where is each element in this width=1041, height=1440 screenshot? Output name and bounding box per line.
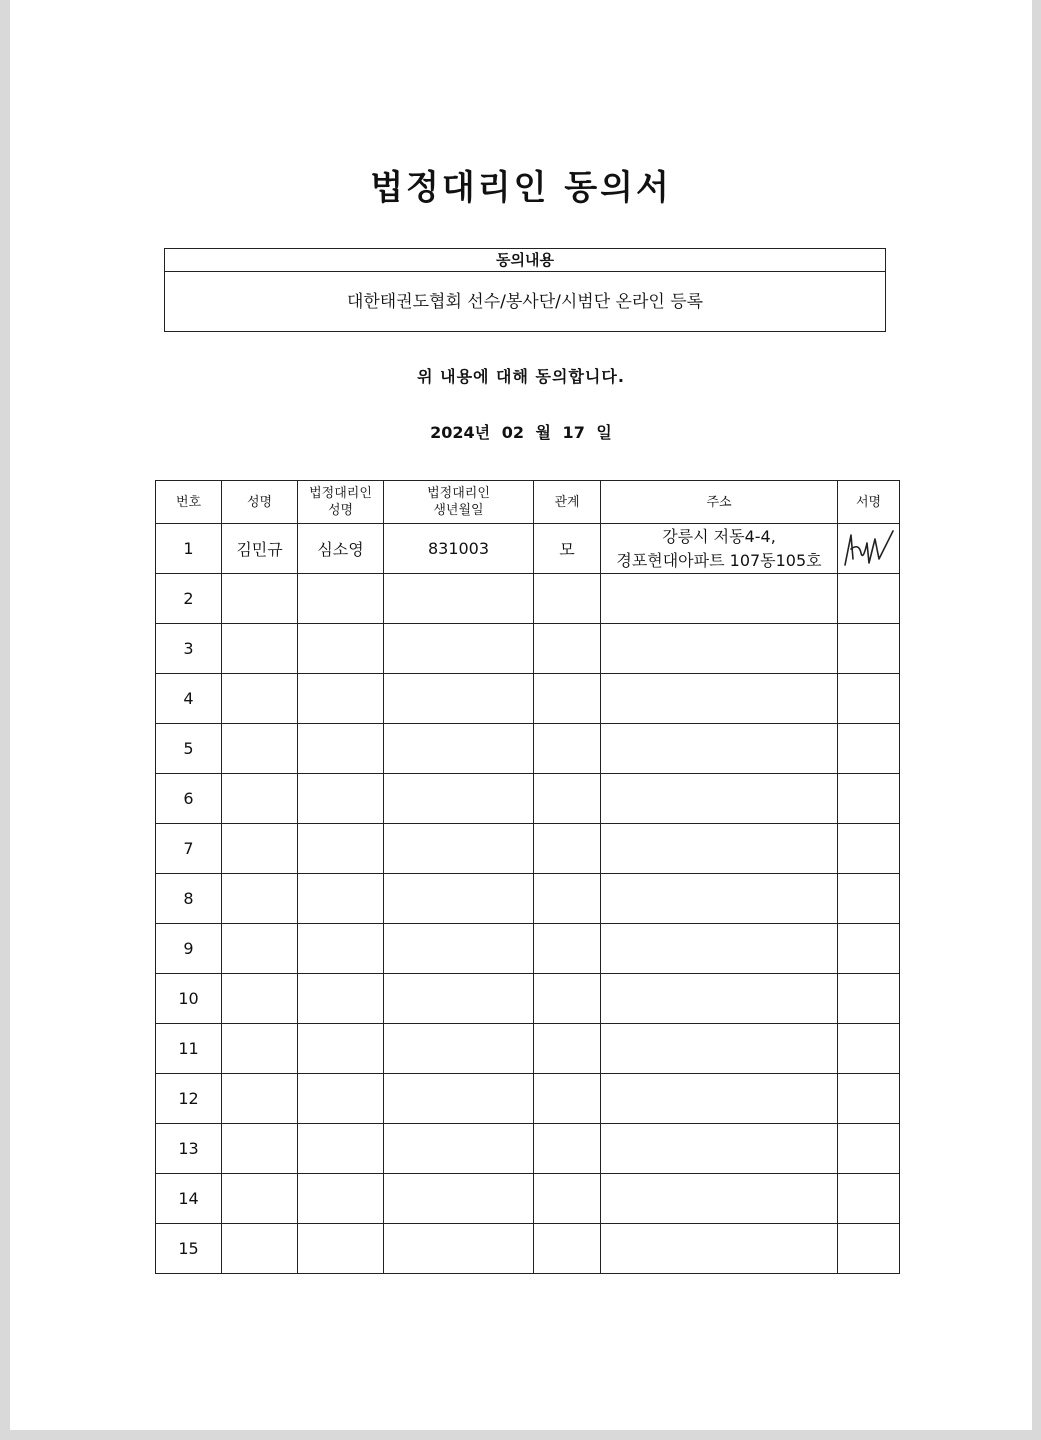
cell-relation <box>534 674 601 724</box>
table-row <box>156 674 900 724</box>
cell-guardian-name <box>298 624 384 674</box>
cell-birth <box>384 1224 534 1274</box>
cell-address <box>601 674 838 724</box>
cell-address <box>601 574 838 624</box>
table-row <box>156 1124 900 1174</box>
cell-guardian-name <box>298 974 384 1024</box>
cell-no: 10 <box>156 974 222 1024</box>
cell-name <box>222 974 298 1024</box>
cell-signature <box>838 724 900 774</box>
header-relation: 관계 <box>534 481 601 524</box>
cell-relation <box>534 924 601 974</box>
cell-birth <box>384 624 534 674</box>
cell-name <box>222 824 298 874</box>
cell-no: 11 <box>156 1024 222 1074</box>
cell-guardian-name <box>298 1124 384 1174</box>
cell-address <box>601 974 838 1024</box>
cell-relation <box>534 874 601 924</box>
table-row <box>156 1174 900 1224</box>
cell-guardian-name <box>298 1174 384 1224</box>
consent-box <box>164 248 886 332</box>
header-guardian-birth <box>384 481 534 524</box>
cell-signature <box>838 1174 900 1224</box>
cell-no: 13 <box>156 1124 222 1174</box>
cell-birth <box>384 674 534 724</box>
cell-birth <box>384 1174 534 1224</box>
cell-birth <box>384 974 534 1024</box>
cell-signature <box>838 774 900 824</box>
cell-relation <box>534 724 601 774</box>
cell-signature <box>838 824 900 874</box>
table-row <box>156 974 900 1024</box>
cell-address <box>601 624 838 674</box>
table-row <box>156 824 900 874</box>
address-line1: 강릉시 저동4-4, <box>662 526 776 546</box>
handwritten-signature <box>841 529 897 569</box>
cell-guardian-name: 심소영 <box>298 524 384 574</box>
cell-signature <box>838 1224 900 1274</box>
table-row <box>156 524 900 574</box>
cell-address <box>601 1074 838 1124</box>
table-row <box>156 574 900 624</box>
cell-address <box>601 724 838 774</box>
cell-name <box>222 1174 298 1224</box>
cell-no: 1 <box>156 524 222 574</box>
table-row <box>156 1224 900 1274</box>
cell-birth <box>384 724 534 774</box>
cell-address <box>601 1174 838 1224</box>
table-row <box>156 1024 900 1074</box>
page-title: 법정대리인 동의서 <box>370 168 672 208</box>
cell-name <box>222 1124 298 1174</box>
cell-signature <box>838 1124 900 1174</box>
cell-birth <box>384 924 534 974</box>
cell-name <box>222 874 298 924</box>
cell-birth: 831003 <box>384 524 534 574</box>
consent-header: 동의내용 <box>165 249 885 272</box>
cell-no: 14 <box>156 1174 222 1224</box>
cell-signature <box>838 924 900 974</box>
cell-name <box>222 774 298 824</box>
cell-signature <box>838 624 900 674</box>
cell-signature <box>838 574 900 624</box>
cell-name <box>222 674 298 724</box>
cell-signature <box>838 974 900 1024</box>
header-guardian-birth-line1: 법정대리인 <box>427 486 490 501</box>
table-row <box>156 624 900 674</box>
cell-relation: 모 <box>534 524 601 574</box>
cell-no: 8 <box>156 874 222 924</box>
cell-signature <box>838 874 900 924</box>
cell-name <box>222 574 298 624</box>
cell-address <box>601 774 838 824</box>
cell-no: 9 <box>156 924 222 974</box>
cell-name <box>222 1224 298 1274</box>
cell-address <box>601 1024 838 1074</box>
cell-guardian-name <box>298 674 384 724</box>
cell-address <box>601 1224 838 1274</box>
cell-address <box>601 824 838 874</box>
table-row <box>156 1074 900 1124</box>
cell-relation <box>534 624 601 674</box>
cell-relation <box>534 1124 601 1174</box>
cell-relation <box>534 824 601 874</box>
table-row <box>156 924 900 974</box>
cell-guardian-name <box>298 724 384 774</box>
cell-guardian-name <box>298 1024 384 1074</box>
signing-date: 2024년 02 월 17 일 <box>430 423 612 442</box>
cell-address <box>601 524 838 574</box>
header-guardian-name-line2: 성명 <box>327 503 354 518</box>
cell-birth <box>384 1074 534 1124</box>
cell-name <box>222 724 298 774</box>
header-guardian-birth-line2: 생년월일 <box>433 503 484 518</box>
header-guardian-name-line1: 법정대리인 <box>309 486 372 501</box>
cell-name <box>222 624 298 674</box>
guardian-table <box>155 480 900 1274</box>
consent-content: 대한태권도협회 선수/봉사단/시범단 온라인 등록 <box>346 292 704 312</box>
cell-name: 김민규 <box>222 524 298 574</box>
cell-no: 3 <box>156 624 222 674</box>
header-name: 성명 <box>222 481 298 524</box>
cell-guardian-name <box>298 824 384 874</box>
cell-guardian-name <box>298 874 384 924</box>
header-signature: 서명 <box>838 481 900 524</box>
table-body <box>156 524 900 1274</box>
cell-relation <box>534 774 601 824</box>
cell-relation <box>534 974 601 1024</box>
cell-address <box>601 874 838 924</box>
cell-name <box>222 1074 298 1124</box>
cell-no: 4 <box>156 674 222 724</box>
agreement-statement: 위 내용에 대해 동의합니다. <box>417 367 625 386</box>
cell-signature <box>838 674 900 724</box>
cell-relation <box>534 1224 601 1274</box>
address-line2: 경포현대아파트 107동105호 <box>616 550 822 570</box>
table-row <box>156 874 900 924</box>
cell-birth <box>384 774 534 824</box>
cell-guardian-name <box>298 1224 384 1274</box>
cell-guardian-name <box>298 574 384 624</box>
cell-signature <box>838 1074 900 1124</box>
cell-name <box>222 924 298 974</box>
table-header-row <box>156 481 900 524</box>
cell-birth <box>384 1024 534 1074</box>
cell-signature <box>838 524 900 574</box>
table-row <box>156 724 900 774</box>
cell-address <box>601 924 838 974</box>
cell-no: 6 <box>156 774 222 824</box>
header-no: 번호 <box>156 481 222 524</box>
cell-no: 7 <box>156 824 222 874</box>
cell-birth <box>384 1124 534 1174</box>
cell-address <box>601 1124 838 1174</box>
cell-no: 12 <box>156 1074 222 1124</box>
table-row <box>156 774 900 824</box>
cell-no: 15 <box>156 1224 222 1274</box>
cell-birth <box>384 874 534 924</box>
cell-relation <box>534 1024 601 1074</box>
cell-name <box>222 1024 298 1074</box>
cell-birth <box>384 824 534 874</box>
cell-guardian-name <box>298 1074 384 1124</box>
header-guardian-name <box>298 481 384 524</box>
header-address: 주소 <box>601 481 838 524</box>
cell-guardian-name <box>298 924 384 974</box>
cell-relation <box>534 574 601 624</box>
cell-no: 5 <box>156 724 222 774</box>
cell-relation <box>534 1174 601 1224</box>
cell-guardian-name <box>298 774 384 824</box>
cell-birth <box>384 574 534 624</box>
cell-relation <box>534 1074 601 1124</box>
cell-no: 2 <box>156 574 222 624</box>
cell-signature <box>838 1024 900 1074</box>
